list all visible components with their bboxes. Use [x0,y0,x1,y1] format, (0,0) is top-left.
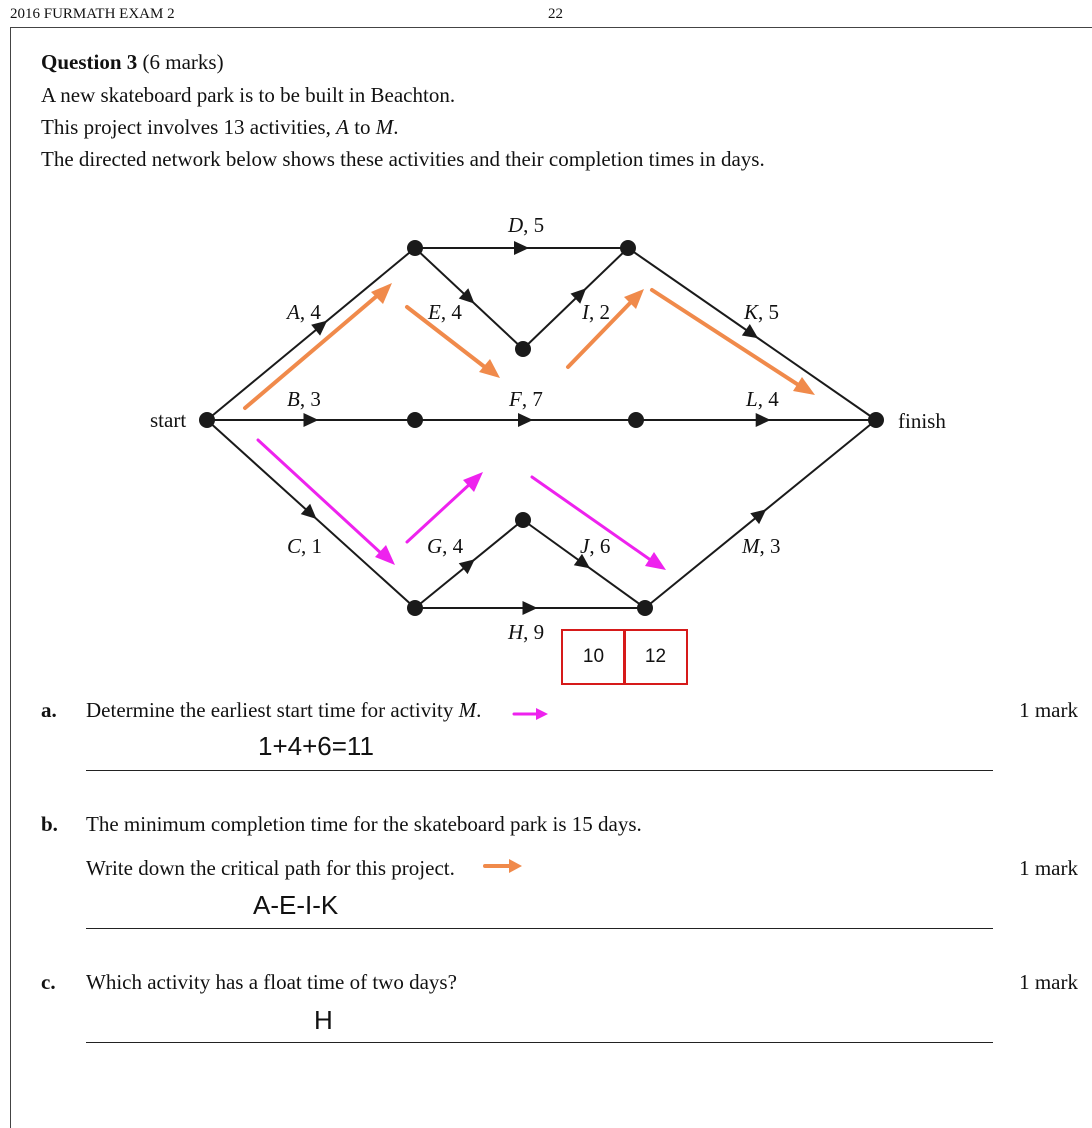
edge-arrowhead [459,559,475,574]
intro-var-m: M [375,115,394,139]
edge-arrowhead [523,601,538,615]
part-a-answer: 1+4+6=11 [258,731,374,761]
part-b-text-1: The minimum completion time for the skateboard park is 15 days. [86,812,642,836]
node [407,600,423,616]
label-D: D, 5 [508,213,545,237]
edge-arrowhead [756,413,771,427]
intro-text: . [393,115,399,139]
page-number: 22 [548,6,563,22]
magenta-pointer-icon [512,704,550,724]
part-c-question: Which activity has a float time of two days? [86,970,457,994]
part-a-marks: 1 mark [1019,698,1078,722]
exam-header: 2016 FURMATH EXAM 2 [10,6,175,22]
intro-text: This project involves 13 activities, [41,115,337,139]
node-finish [868,412,884,428]
intro-line-3: The directed network below shows these activities and their completion times in days. [41,147,765,171]
node-start [199,412,215,428]
node [637,600,653,616]
part-c-marks: 1 mark [1019,970,1078,994]
edge-arrowhead [518,413,533,427]
latest-start-box: 12 [623,629,688,685]
part-b-text-2: Write down the critical path for this project. [86,856,455,880]
part-b-answer: A-E-I-K [253,890,339,920]
earliest-start-box: 10 [561,629,626,685]
part-b-marks: 1 mark [1019,856,1078,880]
label-F: F, 7 [509,387,543,411]
node [407,240,423,256]
label-K: K, 5 [744,300,780,324]
intro-text: to [348,115,376,139]
label-C: C, 1 [287,534,323,558]
intro-line-1: A new skateboard park is to be built in Beachton. [41,83,456,107]
label-L: L, 4 [746,387,779,411]
start-label: start [150,408,187,432]
part-a-text: Determine the earliest start time for activity [86,698,459,722]
label-J: J, 6 [580,534,611,558]
finish-label: finish [898,409,946,433]
intro-var-a: A [336,115,349,139]
part-a-question [86,698,481,723]
answer-line [86,770,993,771]
edge-arrowhead [742,324,758,338]
part-c-letter: c. [41,970,56,994]
label-I: I, 2 [582,300,610,324]
label-M: M, 3 [742,534,781,558]
part-a-text: . [476,698,482,722]
orange-arrowhead [479,359,500,378]
node [407,412,423,428]
label-E: E, 4 [428,300,462,324]
node [515,341,531,357]
node [628,412,644,428]
part-a-letter: a. [41,698,57,722]
orange-arrowhead [793,377,815,395]
magenta-arrowhead [375,545,395,565]
magenta-arrowhead [645,552,666,570]
answer-line [86,928,993,929]
answer-line [86,1042,993,1043]
edge-arrowhead [514,241,529,255]
part-b-letter: b. [41,812,58,836]
orange-pointer-icon [482,856,524,876]
question-title: Question 3 [41,50,138,74]
label-H: H, 9 [508,620,545,644]
question-marks: (6 marks) [142,50,224,74]
edge-arrowhead [304,413,319,427]
label-B: B, 3 [287,387,321,411]
node [515,512,531,528]
label-G: G, 4 [427,534,464,558]
part-a-var: M [458,698,477,722]
edge-arrowhead [750,509,766,524]
part-c-answer: H [314,1005,333,1035]
node [620,240,636,256]
label-A: A, 4 [287,300,321,324]
